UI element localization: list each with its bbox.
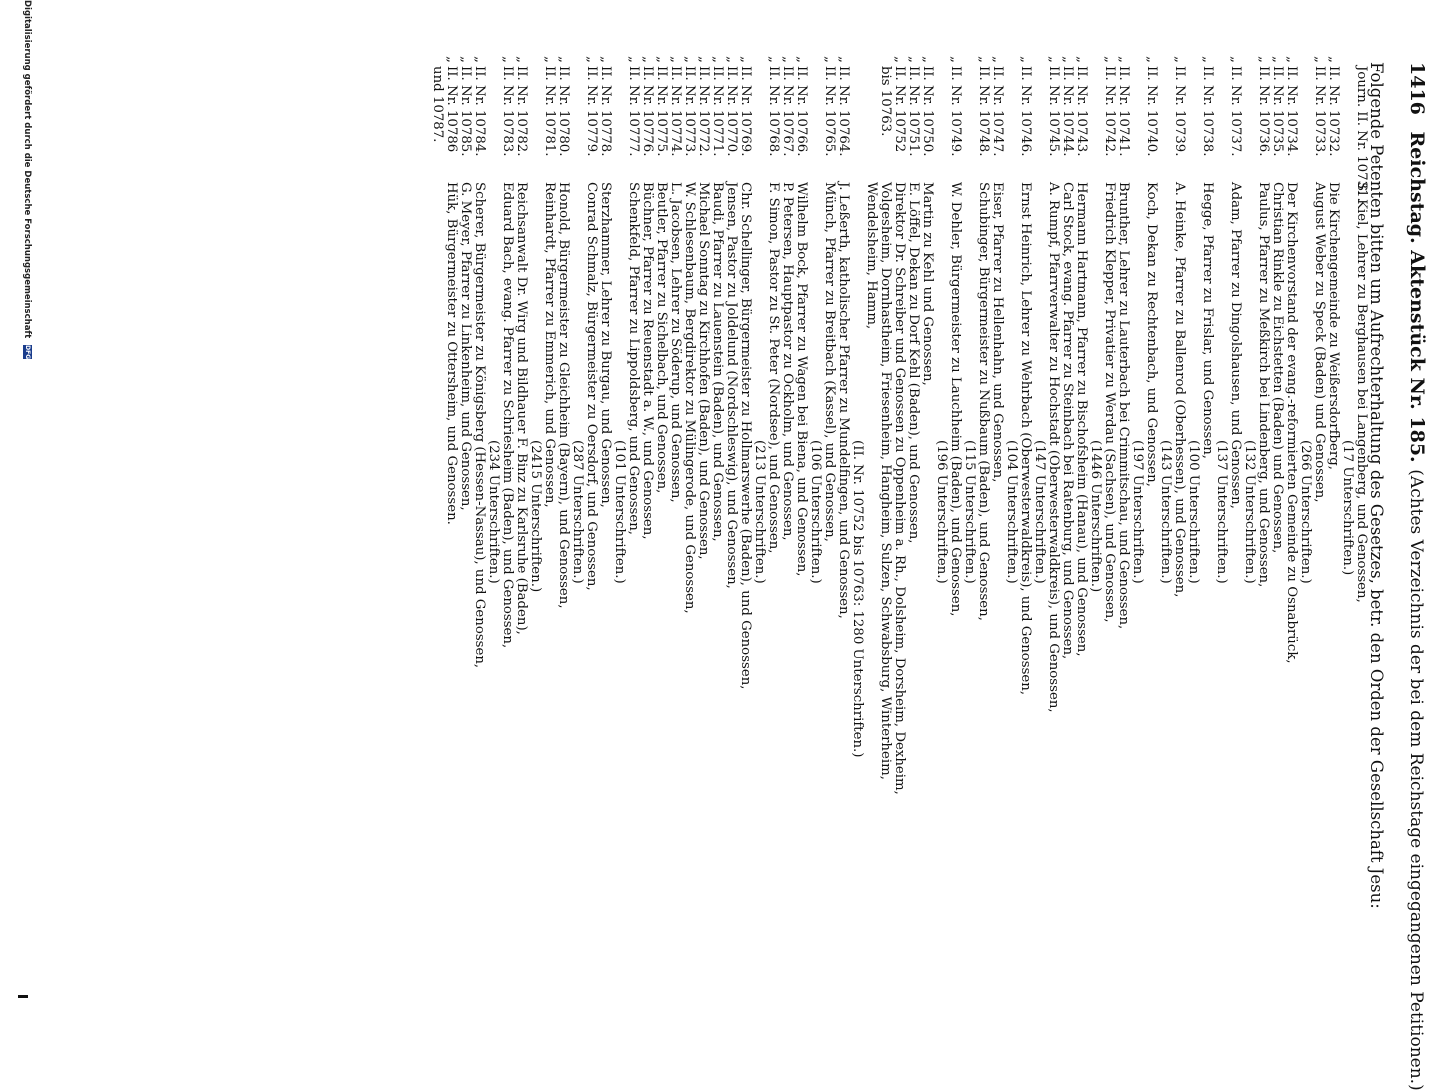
petitioner-text: Sterzhammer, Lehrer zu Burgau, und Genossen, [598, 182, 613, 508]
ditto-mark: „ [738, 56, 753, 63]
petitioner-text: Wendelsheim, Hamm, [864, 182, 879, 330]
petitioner-text: Carl Stock, evang. Pfarrer zu Steinbach bei Ratenburg, und Genossen, [1060, 182, 1075, 660]
petition-row [738, 0, 752, 1000]
petition-row [1116, 0, 1130, 1000]
register-number: II. Nr. 10749. [948, 66, 963, 157]
register-number: II. Nr. 10771. [710, 66, 725, 157]
petition-row [934, 0, 948, 1000]
register-number: II. Nr. 10764. [836, 66, 851, 157]
petition-row [1340, 0, 1354, 1000]
petition-row [458, 0, 472, 1000]
ditto-mark: „ [990, 56, 1005, 63]
edge-mark [18, 995, 28, 998]
petition-row [514, 0, 528, 1000]
register-number: II. Nr. 10775. [654, 66, 669, 157]
petitioner-text: Friedrich Klepper, Privatier zu Werdau (Sachsen), und Genossen, [1102, 182, 1117, 623]
register-number: II. Nr. 10767. [780, 66, 795, 157]
ditto-mark: „ [794, 56, 809, 63]
petition-row [822, 0, 836, 1000]
petitioner-text: Koch, Dekan zu Rechtenbach, und Genossen, [1144, 182, 1159, 487]
ditto-mark: „ [1018, 56, 1033, 63]
register-number: II. Nr. 10747. [990, 66, 1005, 157]
petition-row [444, 0, 458, 1000]
petition-row [1200, 0, 1214, 1000]
ditto-mark: „ [444, 56, 459, 63]
petitioner-text: Die Kirchengemeinde zu Weißersdorfberg, [1326, 182, 1341, 470]
register-number: II. Nr. 10776. [640, 66, 655, 157]
ditto-mark: „ [822, 56, 837, 63]
ditto-mark: „ [836, 56, 851, 63]
petition-row [1018, 0, 1032, 1000]
ditto-mark: „ [682, 56, 697, 63]
petitioner-text: Hegge, Pfarrer zu Frislar, und Genossen, [1200, 182, 1215, 459]
petitioner-text: Chr. Schellinger, Bürgermeister zu Hollmarswerhe (Baden), und Genossen, [738, 182, 753, 690]
petition-row [654, 0, 668, 1000]
petitioner-text: A. Heinke, Pfarrer zu Ballenrod (Oberhessen), und Genossen, [1172, 182, 1187, 598]
ditto-mark: „ [1144, 56, 1159, 63]
petition-row [1074, 0, 1088, 1000]
ditto-mark: „ [626, 56, 641, 63]
ditto-mark: „ [472, 56, 487, 63]
petition-row [1088, 0, 1102, 1000]
petition-row [1172, 0, 1186, 1000]
ditto-mark: „ [500, 56, 515, 63]
ditto-mark: „ [1172, 56, 1187, 63]
signature-count: (197 Unterschriften.) [1130, 440, 1145, 584]
ditto-mark: „ [892, 56, 907, 63]
petition-row [990, 0, 1004, 1000]
petition-row [668, 0, 682, 1000]
signature-count: (1446 Unterschriften.) [1088, 440, 1103, 593]
register-number: II. Nr. 10751. [906, 66, 921, 157]
signature-count: (266 Unterschriften.) [1298, 440, 1313, 584]
petition-row [906, 0, 920, 1000]
petition-row [1060, 0, 1074, 1000]
petition-row [570, 0, 584, 1000]
petition-row [584, 0, 598, 1000]
ditto-mark: „ [696, 56, 711, 63]
petitioner-text: Direktor Dr. Schreiber und Genossen zu Oppenheim a. Rh., Dolsheim, Dorsheim, Dexheim, [892, 182, 907, 795]
ditto-mark: „ [1200, 56, 1215, 63]
register-number: bis 10763. [878, 66, 893, 137]
ditto-mark: „ [668, 56, 683, 63]
signature-count: (II. Nr. 10752 bis 10763: 1280 Unterschriften.) [850, 440, 865, 758]
petition-row [1298, 0, 1312, 1000]
petitioner-text: Ernst Heinrich, Lehrer zu Wehrbach (Oberwesterwaldkreis), und Genossen, [1018, 182, 1033, 696]
register-number: II. Nr. 10733. [1312, 66, 1327, 157]
petition-row [1130, 0, 1144, 1000]
register-number: II. Nr. 10742. [1102, 66, 1117, 157]
register-number: II. Nr. 10765. [822, 66, 837, 157]
petitioner-text: Schubinger, Bürgermeister zu Nußbaum (Baden), und Genossen, [976, 182, 991, 621]
petition-row [1158, 0, 1172, 1000]
petition-row [920, 0, 934, 1000]
ditto-mark: „ [1326, 56, 1341, 63]
register-number: II. Nr. 10772. [696, 66, 711, 157]
ditto-mark: „ [1060, 56, 1075, 63]
petitioner-text: Münch, Pfarrer zu Breitbach (Kassel), und Genossen, [822, 182, 837, 542]
petitioner-text: F. Simon, Pastor zu St. Peter (Nordsee), und Genossen, [766, 182, 781, 554]
ditto-mark: „ [584, 56, 599, 63]
petitioner-text: Büchner, Pfarrer zu Reuenstadt a. W., und Genossen, [640, 182, 655, 540]
ditto-mark: „ [1270, 56, 1285, 63]
ditto-mark: „ [654, 56, 669, 63]
signature-count: (287 Unterschriften.) [570, 440, 585, 584]
page-number: 1416 [1406, 62, 1428, 115]
petitioner-text: Wilhelm Bock, Pfarrer zu Wagen bei Biena, und Genossen, [794, 182, 809, 577]
register-number: II. Nr. 10781. [542, 66, 557, 157]
signature-count: (2415 Unterschriften.) [528, 440, 543, 593]
register-number: II. Nr. 10752 [892, 66, 907, 153]
register-number: II. Nr. 10784. [472, 66, 487, 157]
petition-row [696, 0, 710, 1000]
register-number: II. Nr. 10786 [444, 66, 459, 153]
petition-row [626, 0, 640, 1000]
petition-row [724, 0, 738, 1000]
signature-count: (115 Unterschriften.) [962, 440, 977, 584]
register-number: II. Nr. 10732. [1326, 66, 1341, 157]
signature-count: (101 Unterschriften.) [612, 440, 627, 584]
signature-count: (106 Unterschriften.) [808, 440, 823, 584]
register-number: II. Nr. 10769. [738, 66, 753, 157]
petition-row [752, 0, 766, 1000]
petition-row [556, 0, 570, 1000]
ditto-mark: „ [1102, 56, 1117, 63]
petitioner-text: Jensen, Pastor zu Joldelund (Nordschleswig), und Genossen, [724, 182, 739, 589]
page-subtitle: (Achtes Verzeichnis der bei dem Reichstage eingegangenen Petitionen.) [1406, 469, 1426, 1091]
petitioner-text: Hermann Hartmann, Pfarrer zu Bischofsheim (Hanau), und Genossen, [1074, 182, 1089, 657]
register-number: Journ. II. Nr. 10731. [1354, 66, 1369, 202]
petition-row [976, 0, 990, 1000]
signature-count: (100 Unterschriften.) [1186, 440, 1201, 584]
signature-count: (213 Unterschriften.) [752, 440, 767, 584]
register-number: II. Nr. 10735. [1270, 66, 1285, 157]
ditto-mark: „ [640, 56, 655, 63]
petitioner-text: Beutler, Pfarrer zu Sichelbach, und Genossen, [654, 182, 669, 494]
petitioner-text: Der Kirchenvorstand der evang.-reformierten Gemeinde zu Osnabrück, [1284, 182, 1299, 664]
signature-count: (147 Unterschriften.) [1032, 440, 1047, 584]
ditto-mark: „ [1228, 56, 1243, 63]
register-number: II. Nr. 10774. [668, 66, 683, 157]
register-number: II. Nr. 10780. [556, 66, 571, 157]
ditto-mark: „ [1046, 56, 1061, 63]
ditto-mark: „ [1256, 56, 1271, 63]
register-number: II. Nr. 10748. [976, 66, 991, 157]
register-number: II. Nr. 10746. [1018, 66, 1033, 157]
petition-row [430, 0, 444, 1000]
petitioner-text: Martin zu Kehl und Genossen, [920, 182, 935, 386]
ditto-mark: „ [1312, 56, 1327, 63]
petitioner-text: L. Jacobsen, Lehrer zu Söderup, und Genossen, [668, 182, 683, 503]
petition-row [808, 0, 822, 1000]
credit-text: Digitalisierung gefördert durch die Deutsche Forschungsgemeinschaft [22, 0, 32, 339]
signature-count: (132 Unterschriften.) [1242, 440, 1257, 584]
register-number: II. Nr. 10783. [500, 66, 515, 157]
petition-row [1032, 0, 1046, 1000]
ditto-mark: „ [1074, 56, 1089, 63]
petition-row [710, 0, 724, 1000]
petition-row [1004, 0, 1018, 1000]
petition-row [1046, 0, 1060, 1000]
petition-row [542, 0, 556, 1000]
signature-count: (196 Unterschriften.) [934, 440, 949, 584]
ditto-mark: „ [724, 56, 739, 63]
ditto-mark: „ [458, 56, 473, 63]
signature-count: (143 Unterschriften.) [1158, 440, 1173, 584]
register-number: II. Nr. 10738. [1200, 66, 1215, 157]
ditto-mark: „ [1116, 56, 1131, 63]
ditto-mark: „ [598, 56, 613, 63]
petitioner-text: A. Rumpf, Pfarrverwalter zu Hochstadt (Oberwesterwaldkreis), und Genossen, [1046, 182, 1061, 713]
register-number: II. Nr. 10770. [724, 66, 739, 157]
signature-count: (17 Unterschriften.) [1340, 440, 1355, 576]
ditto-mark: „ [766, 56, 781, 63]
petition-row [1284, 0, 1298, 1000]
petitioner-text: Michael Sonntag zu Kirchhofen (Baden), und Genossen, [696, 182, 711, 560]
petitioner-text: Schenkfeld, Pfarrer zu Lippoldsberg, und Genossen, [626, 182, 641, 536]
petitioner-text: G. Meyer, Pfarrer zu Linkenheim, und Genossen, [458, 182, 473, 511]
signature-count: (137 Unterschriften.) [1214, 440, 1229, 584]
ditto-mark: „ [710, 56, 725, 63]
petitioner-text: Christian Rinkle zu Eichstetten (Baden) und Genossen, [1270, 182, 1285, 554]
register-number: und 10787. [430, 66, 445, 143]
petition-row [612, 0, 626, 1000]
petition-row [766, 0, 780, 1000]
register-number: II. Nr. 10740. [1144, 66, 1159, 157]
petition-row [1354, 0, 1368, 1000]
petitioner-text: Adam, Pfarrer zu Dingolshausen, und Genossen, [1228, 182, 1243, 509]
petition-row [836, 0, 850, 1000]
intro-text: Folgende Petenten bitten um Aufrechterhaltung des Gesetzes, betr. den Orden der Gesellschaft Jesu: [1367, 62, 1386, 909]
petition-row [472, 0, 486, 1000]
register-number: II. Nr. 10782. [514, 66, 529, 157]
register-number: II. Nr. 10745. [1046, 66, 1061, 157]
ditto-mark: „ [948, 56, 963, 63]
petitioner-text: Hük, Bürgermeister zu Ottersheim, und Genossen. [444, 182, 459, 525]
register-number: II. Nr. 10766. [794, 66, 809, 157]
register-number: II. Nr. 10744. [1060, 66, 1075, 157]
petition-row [528, 0, 542, 1000]
petitioner-text: Reichsanwalt Dr. Wirg und Bildhauer F. Binz zu Karlsruhe (Baden), [514, 182, 529, 635]
petitioner-text: Reinhardt, Pfarrer zu Emmerich, und Genossen, [542, 182, 557, 508]
petition-row [1144, 0, 1158, 1000]
page-title: Reichstag. Aktenstück Nr. 185. [1406, 131, 1428, 463]
petition-row [1270, 0, 1284, 1000]
petitioner-text: Brunther, Lehrer zu Lauterbach bei Crimmitschau, und Genossen, [1116, 182, 1131, 630]
petition-row [962, 0, 976, 1000]
petition-row [780, 0, 794, 1000]
petitioner-text: Eduard Bach, evang. Pfarrer zu Schriesheim (Baden), und Genossen, [500, 182, 515, 649]
petition-row [892, 0, 906, 1000]
petition-row [878, 0, 892, 1000]
register-number: II. Nr. 10779. [584, 66, 599, 157]
petitioner-text: P. Petersen, Hauptpastor zu Ockholm, und Genossen, [780, 182, 795, 541]
register-number: II. Nr. 10785. [458, 66, 473, 157]
petition-row [1256, 0, 1270, 1000]
petitioner-text: Conrad Schmalz, Bürgermeister zu Oersdorf, und Genossen, [584, 182, 599, 591]
ditto-mark: „ [780, 56, 795, 63]
petition-row [794, 0, 808, 1000]
petition-row [1102, 0, 1116, 1000]
petitioner-text: Baudi, Pfarrer zu Lauenstein (Baden), und Genossen, [710, 182, 725, 542]
petitioner-text: E. Löffel, Dekan zu Dorf Kehl (Baden), und Genossen, [906, 182, 921, 544]
petitioner-text: Scherer, Bürgermeister zu Königsberg (Hessen-Nassau), und Genossen, [472, 182, 487, 669]
petition-row [1242, 0, 1256, 1000]
ditto-mark: „ [542, 56, 557, 63]
register-number: II. Nr. 10768. [766, 66, 781, 157]
petition-row [640, 0, 654, 1000]
register-number: II. Nr. 10778. [598, 66, 613, 157]
register-number: II. Nr. 10734. [1284, 66, 1299, 157]
signature-count: (104 Unterschriften.) [1004, 440, 1019, 584]
petition-row [1312, 0, 1326, 1000]
petitioner-text: W. Dehler, Bürgermeister zu Lauchheim (Baden), und Genossen, [948, 182, 963, 617]
petition-row [1326, 0, 1340, 1000]
petitioner-text: S. Kiel, Lehrer zu Berghausen bei Langenberg, und Genossen, [1354, 182, 1369, 603]
register-number: II. Nr. 10737. [1228, 66, 1243, 157]
signature-count: (234 Unterschriften.) [486, 440, 501, 584]
petitioner-text: J. Leßerth, katholischer Pfarrer zu Mundelfingen, und Genossen, [836, 182, 851, 619]
ditto-mark: „ [906, 56, 921, 63]
petitioner-text: W. Schlesenbaum, Bergdirektor zu Mülingerode, und Genossen, [682, 182, 697, 614]
petition-row [1228, 0, 1242, 1000]
register-number: II. Nr. 10743. [1074, 66, 1089, 157]
petition-list [430, 0, 1368, 1000]
petition-row [682, 0, 696, 1000]
petition-row [500, 0, 514, 1000]
petition-row [598, 0, 612, 1000]
petitioner-text: Eiser, Pfarrer zu Hellenhahn, und Genossen, [990, 182, 1005, 483]
ditto-mark: „ [1284, 56, 1299, 63]
register-number: II. Nr. 10773. [682, 66, 697, 157]
register-number: II. Nr. 10741. [1116, 66, 1131, 157]
ditto-mark: „ [920, 56, 935, 63]
petition-row [948, 0, 962, 1000]
ditto-mark: „ [514, 56, 529, 63]
petitioner-text: Volgesheim, Dornhastheim, Friesenheim, Hangheim, Sulzen, Schwabsburg, Winterheim, [878, 182, 893, 780]
petition-row [850, 0, 864, 1000]
petition-row [1214, 0, 1228, 1000]
dfg-logo: DFG [24, 345, 31, 360]
petitioner-text: Paulus, Pfarrer zu Meßkirch bei Lindenberg, und Genossen, [1256, 182, 1271, 588]
register-number: II. Nr. 10750. [920, 66, 935, 157]
register-number: II. Nr. 10777. [626, 66, 641, 157]
register-number: II. Nr. 10736. [1256, 66, 1271, 157]
ditto-mark: „ [976, 56, 991, 63]
petition-row [864, 0, 878, 1000]
ditto-mark: „ [556, 56, 571, 63]
page-header [1398, 62, 1428, 1091]
petitioner-text: August Weber zu Speck (Baden) und Genossen, [1312, 182, 1327, 503]
petition-row [1186, 0, 1200, 1000]
petition-row [486, 0, 500, 1000]
register-number: II. Nr. 10739. [1172, 66, 1187, 157]
petitioner-text: Honold, Bürgermeister zu Gleichheim (Bayern), und Genossen, [556, 182, 571, 609]
funding-credit [22, 0, 32, 359]
